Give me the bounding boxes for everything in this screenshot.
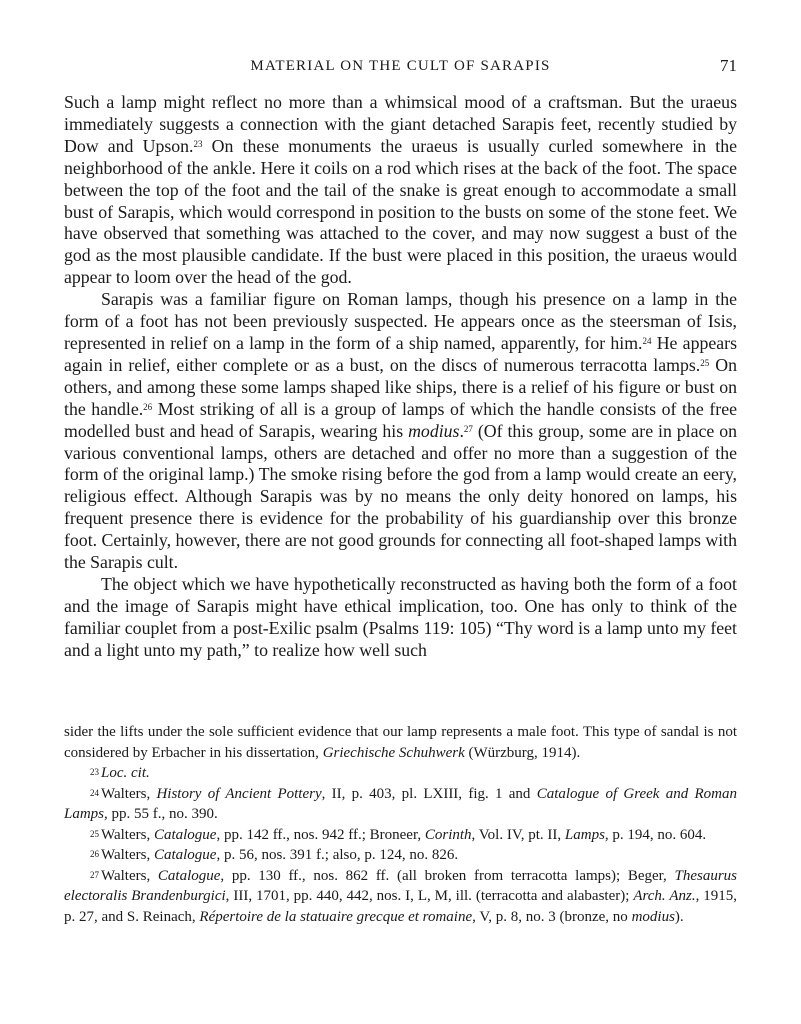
text-run: Such a lamp might reflect no more than a whimsical mood of a craftsman. But the uraeus immediately suggests a connection with the giant detached Sarapis feet, recently studied by Dow and Upson. [64,92,737,156]
text-run: , Vol. IV, pt. II, [471,826,565,843]
italic-title: Catalogue [157,867,221,884]
italic-title: Catalogue [153,826,217,843]
footnote-number: 27 [90,869,99,880]
text-run: , pp. 130 ff., nos. 862 ff. (all broken from terracotta lamps); Beger, [220,867,675,884]
running-title: MATERIAL ON THE CULT OF SARAPIS [250,58,551,74]
italic-title: Thesaurus electoralis Brandenburgici [64,867,737,904]
footnote-25 [64,825,737,846]
text-run: , pp. 55 f., no. 390. [104,806,218,822]
italic-title: Arch. Anz. [633,888,696,904]
footnote-continuation [64,722,737,763]
footnote-ref-26: 26 [143,401,153,412]
footnote-23 [64,763,737,784]
italic-title: Catalogue of Greek and Roman Lamps [64,785,737,822]
text-run: , p. 56, nos. 391 f.; also, p. 124, no. 826. [216,847,459,863]
text-run: Walters, [101,867,158,884]
italic-term: modius [631,908,675,925]
italic-title: Loc. cit. [101,765,150,781]
italic-term: modius [408,420,460,441]
text-run: Most striking of all is a group of lamps of which the handle consists of the free modelled bust and head of Sarapis, wearing his [64,398,737,441]
footnote-ref-24: 24 [642,335,652,346]
footnote-number: 25 [90,828,99,839]
footnote-number: 24 [90,787,99,798]
text-run: , pp. 142 ff., nos. 942 ff.; Broneer, [216,826,425,843]
paragraph-2 [64,289,737,574]
text-run: sider the lifts under the sole sufficient evidence that our lamp represents a male foot. This type of sandal is not considered by Erbacher in his dissertation, [64,724,737,761]
footnote-number: 26 [90,849,99,859]
footnote-number: 23 [90,767,99,777]
footnote-24 [64,784,737,825]
footnote-27 [64,866,737,928]
text-run: Walters, [101,847,154,863]
paragraph-3: The object which we have hypothetically reconstructed as having both the form of a foot and the image of Sarapis might have ethical implication, too. One has only to think of the familiar couplet from a post-Exilic psalm (Psalms 119: 105) “Thy word is a lamp unto my feet and a light unto my path,” to realize how well such [64,573,737,660]
footnotes [64,722,737,927]
italic-title: History of Ancient Pottery [156,785,322,802]
footnote-26 [64,845,737,866]
text-run: (Würzburg, 1914). [464,744,581,761]
text-run: On others, and among these some lamps shaped like ships, there is a relief of his figure or bust on the handle. [64,354,737,419]
text-run: On these monuments the uraeus is usually curled somewhere in the neighborhood of the ankle. Here it coils on a rod which rises at the back of the foot. The space between the top of the foot and the tail of the snake is great enough to accommodate a small bust of Sarapis, which would correspond in position to the busts on some of the stone feet. We have observed that something was attached to the cover, and may now suggest a bust of the god as the most plausible candidate. If the bust were placed in this position, the uraeus would appear to loom over the head of the god. [64,135,737,288]
text-run: Walters, [101,826,154,843]
text-run: , p. 194, no. 604. [604,826,707,843]
text-run: He appears again in relief, either complete or as a bust, on the discs of numerous terracotta lamps. [64,332,737,375]
page-header [64,56,737,80]
text-run: . [459,420,464,441]
text-run: , III, 1701, pp. 440, 442, nos. I, L, M, ill. (terracotta and alabaster); [225,888,634,904]
text-run: , V, p. 8, no. 3 (bronze, no [472,908,632,925]
footnote-ref-25: 25 [700,357,710,368]
italic-title: Lamps [564,826,605,843]
main-text [64,92,737,662]
text-run: Sarapis was a familiar figure on Roman lamps, though his presence on a lamp in the form of a foot has not been previously suspected. He appears once as the steersman of Isis, represented in relief on a lamp in the form of a ship named, apparently, for him. [64,289,737,353]
text-run: ). [674,908,684,925]
footnote-ref-27: 27 [463,423,473,434]
italic-title: Corinth [424,826,472,843]
text-run: , II, p. 403, pl. LXIII, fig. 1 and [321,785,537,802]
italic-title: Répertoire de la statuaire grecque et romaine [199,908,473,925]
paragraph-1 [64,92,737,289]
text-run: (Of this group, some are in place on various conventional lamps, others are detached and offer no more than a suggestion of the form of the original lamp.) The smoke rising before the god from a lamp would create an eery, religious effect. Although Sarapis was by no means the only deity honored on lamps, his frequent presence there is evidence for the probability of his guardianship over this bronze foot. Certainly, however, there are not good grounds for connecting all foot-shaped lamps with the Sarapis cult. [64,420,737,573]
page-number: 71 [720,56,737,75]
italic-title: Griechische Schuhwerk [322,744,465,761]
text-run: Walters, [101,785,157,802]
italic-title: Catalogue [153,847,217,863]
footnote-ref-23: 23 [193,138,203,149]
text-run: , 1915, p. 27, and S. Reinach, [64,888,737,925]
